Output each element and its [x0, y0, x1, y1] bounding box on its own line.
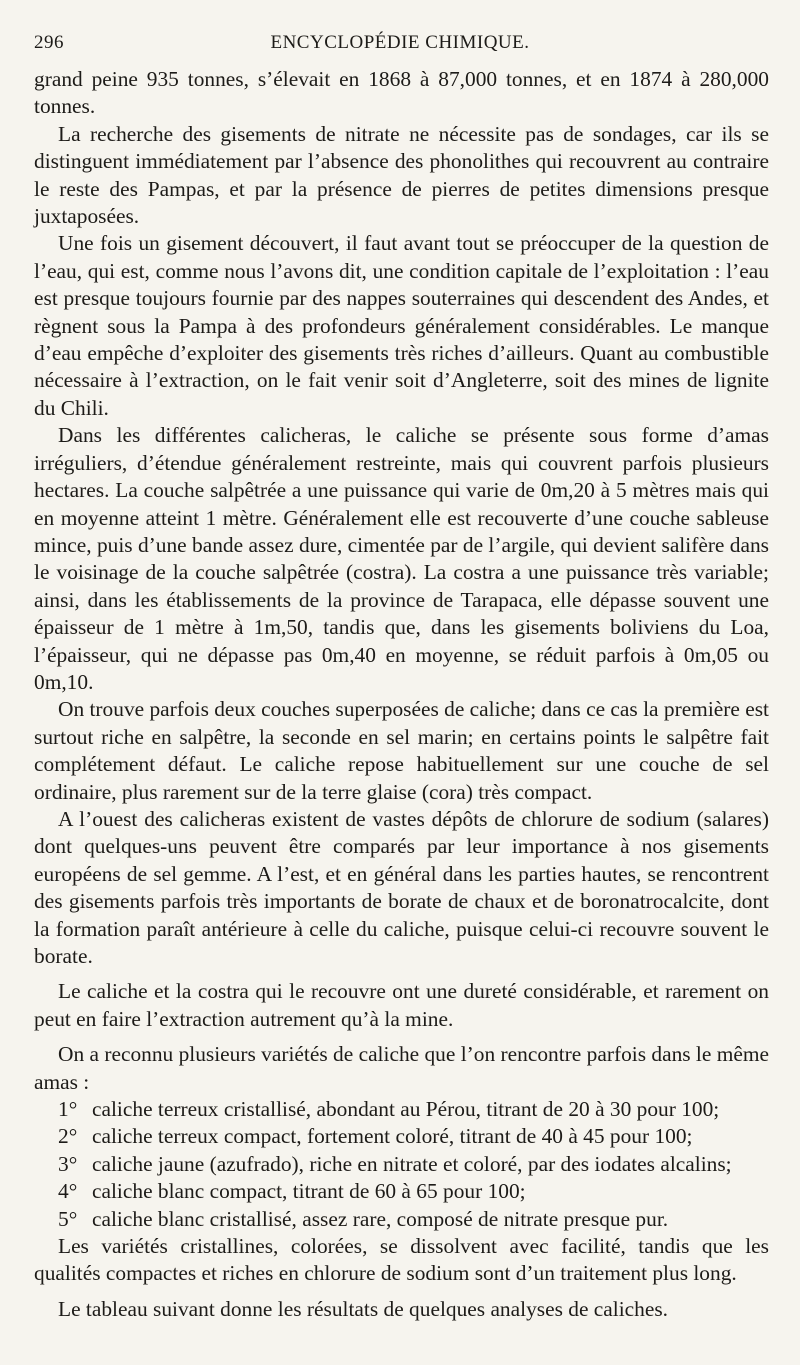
running-title: ENCYCLOPÉDIE CHIMIQUE. — [270, 32, 530, 53]
list-item — [34, 1206, 769, 1233]
list-ordinal: 2° — [58, 1124, 78, 1149]
paragraph-salares: A l’ouest des calicheras existent de vastes dépôts de chlorure de sodium (salares) dont quelques-uns peuvent être comparés par leur importance à nos gisements européens de sel gemme. A l’est, et en général dans les parties hautes, se rencontrent des gisements parfois très importants de borate de chaux et de boronatrocalcite, dont la formation paraît antérieure à celle du caliche, puisque celui-ci recouvre souvent le borate. — [34, 806, 769, 968]
paragraph-superposed-layers: On trouve parfois deux couches superposées de caliche; dans ce cas la première est surtout riche en salpêtre, la seconde en sel marin; en certains points le salpêtre fait complétement défaut. Le caliche repose habituellement sur une couche de sel ordinaire, plus rarement sur de la terre glaise (cora) très compact. — [34, 697, 769, 804]
list-item-text: caliche terreux compact, fortement coloré, titrant de 40 à 45 pour 100; — [92, 1124, 693, 1149]
list-item-text: caliche terreux cristallisé, abondant au Pérou, titrant de 20 à 30 pour 100; — [92, 1097, 720, 1122]
page-body — [34, 66, 769, 1323]
paragraph-table-intro: Le tableau suivant donne les résultats de quelques analyses de caliches. — [58, 1296, 669, 1321]
paragraph-crystalline-varieties: Les variétés cristallines, colorées, se dissolvent avec facilité, tandis que les qualités compactes et riches en chlorure de sodium sont d’un traitement plus long. — [34, 1234, 769, 1286]
list-item-text: caliche blanc compact, titrant de 60 à 65 pour 100; — [92, 1179, 526, 1204]
paragraph-hardness: Le caliche et la costra qui le recouvre ont une dureté considérable, et rarement on peut en faire l’extraction autrement qu’à la mine. — [34, 979, 769, 1031]
list-item — [34, 1096, 769, 1123]
page-number: 296 — [34, 32, 64, 53]
list-ordinal: 1° — [58, 1097, 78, 1122]
paragraph-nitrate-search: La recherche des gisements de nitrate ne nécessite pas de sondages, car ils se distinguent immédiatement par l’absence des phonolithes qui recouvrent au contraire le reste des Pampas, et par la présence de pierres de petites dimensions presque juxtaposées. — [34, 121, 769, 229]
list-ordinal: 3° — [58, 1151, 78, 1176]
varieties-list — [34, 1096, 769, 1233]
paragraph-varieties-intro: On a reconnu plusieurs variétés de caliche que l’on rencontre parfois dans le même amas : — [34, 1042, 769, 1094]
paragraph-calicheras: Dans les différentes calicheras, le caliche se présente sous forme d’amas irréguliers, d’étendue généralement restreinte, mais qui couvrent parfois plusieurs hectares. La couche salpêtrée a une puissance qui varie de 0m,20 à 5 mètres mais qui en moyenne atteint 1 mètre. Généralement elle est recouverte d’une couche sableuse mince, puis d’une bande assez dure, cimentée par de l’argile, qui devient salifère dans le voisinage de la couche salpêtrée (costra). La costra a une puissance très variable; ainsi, dans les établissements de la province de Tarapaca, elle dépasse souvent une épaisseur de 1 mètre à 1m,50, tandis que, dans les gisements boliviens du Loa, l’épaisseur, qui ne dépasse pas 0m,40 en moyenne, se réduit parfois à 0m,05 ou 0m,10. — [34, 423, 769, 694]
list-item — [34, 1151, 769, 1178]
list-item-text: caliche blanc cristallisé, assez rare, composé de nitrate presque pur. — [92, 1206, 669, 1231]
list-ordinal: 5° — [58, 1206, 78, 1231]
list-item — [34, 1123, 769, 1150]
list-item-text: caliche jaune (azufrado), riche en nitrate et coloré, par des iodates alcalins; — [92, 1151, 732, 1176]
running-header — [34, 32, 766, 56]
list-item — [34, 1178, 769, 1205]
paragraph-water-question: Une fois un gisement découvert, il faut avant tout se préoccuper de la question de l’eau, qui est, comme nous l’avons dit, une condition capitale de l’exploitation : l’eau est presque toujours fournie par des nappes souterraines qui descendent des Andes, et règnent sous la Pampa à des profondeurs généralement considérables. Le manque d’eau empêche d’exploiter des gisements très riches d’ailleurs. Quant au combustible nécessaire à l’extraction, on le fait venir soit d’Angleterre, soit des mines de lignite du Chili. — [34, 231, 769, 420]
list-ordinal: 4° — [58, 1179, 78, 1204]
paragraph-continuation: grand peine 935 tonnes, s’élevait en 1868 à 87,000 tonnes, et en 1874 à 280,000 tonnes. — [34, 67, 769, 119]
